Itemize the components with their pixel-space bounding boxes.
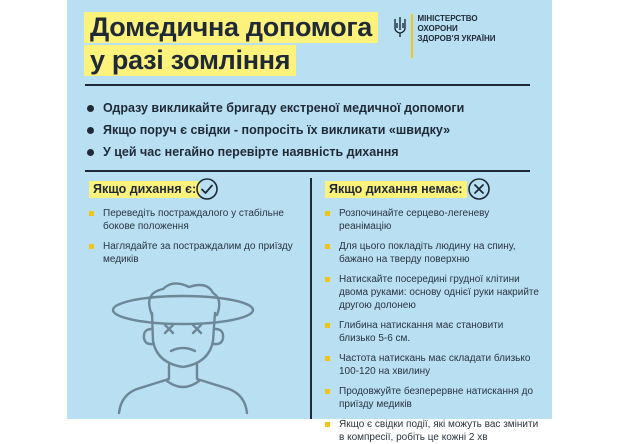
breathing-no-title: Якщо дихання немає: (325, 181, 467, 198)
item-text: Продовжуйте безперервне натискання до приїзду медиків (339, 386, 534, 410)
bullet-square (89, 244, 94, 249)
column-divider (310, 178, 312, 419)
list-item (89, 207, 294, 233)
list-item (87, 141, 542, 163)
check-circle-icon (196, 178, 218, 200)
header-divider (85, 84, 530, 86)
poster (67, 0, 552, 443)
item-text: Якщо є свідки події, які можуть вас змінити в компресії, робіть це кожні 2 хв (339, 419, 539, 443)
bullet-square (325, 323, 330, 328)
list-item (325, 418, 540, 444)
item-text: Наглядайте за постраждалим до приїзду медиків (103, 241, 293, 265)
page-title-line-1: Домедична допомога (84, 12, 378, 43)
ministry-divider (411, 14, 413, 58)
list-item (325, 240, 540, 266)
bullet-square (325, 277, 330, 282)
list-item (325, 352, 540, 378)
item-text: Розпочинайте серцево-легеневу реанімацію (339, 208, 490, 232)
list-item (89, 240, 294, 266)
ministry-logo (393, 14, 498, 58)
bullet-dot (87, 127, 94, 134)
list-item (325, 385, 540, 411)
section-divider (85, 170, 530, 172)
bullet-square (325, 244, 330, 249)
bullet-square (325, 211, 330, 216)
list-item (325, 207, 540, 233)
step-text: Одразу викликайте бригаду екстреної медичної допомоги (103, 101, 465, 115)
list-item (87, 119, 542, 141)
general-steps-list (87, 97, 542, 163)
bullet-square (325, 422, 330, 427)
cross-circle-icon (468, 178, 490, 200)
item-text: Для цього покладіть людину на спину, бажано на тверду поверхню (339, 241, 516, 265)
item-text: Глибина натискання має становити близько 5-6 см. (339, 320, 504, 344)
trident-icon (393, 16, 407, 38)
bullet-square (89, 211, 94, 216)
bullet-dot (87, 149, 94, 156)
breathing-yes-title: Якщо дихання є: (89, 181, 200, 198)
bullet-square (325, 356, 330, 361)
item-text: Частота натискань має складати близько 100-120 на хвилину (339, 353, 531, 377)
item-text: Переведіть постраждалого у стабільне бокове положення (103, 208, 284, 232)
bullet-square (325, 389, 330, 394)
bullet-dot (87, 105, 94, 112)
step-text: Якщо поруч є свідки - попросіть їх викликати «швидку» (103, 123, 451, 137)
list-item (325, 273, 540, 312)
list-item (87, 97, 542, 119)
step-text: У цей час негайно перевірте наявність дихання (103, 145, 399, 159)
breathing-yes-list (89, 207, 294, 266)
list-item (325, 319, 540, 345)
ministry-name: МІНІСТЕРСТВО ОХОРОНИ ЗДОРОВ'Я УКРАЇНИ (417, 14, 496, 43)
dizzy-person-illustration (107, 283, 277, 423)
breathing-no-list (325, 207, 540, 444)
page-title-line-2: у разі зомління (84, 45, 296, 76)
item-text: Натискайте посередині грудної клітини двома руками: основу однієї руки накрийте другою долонею (339, 274, 539, 311)
